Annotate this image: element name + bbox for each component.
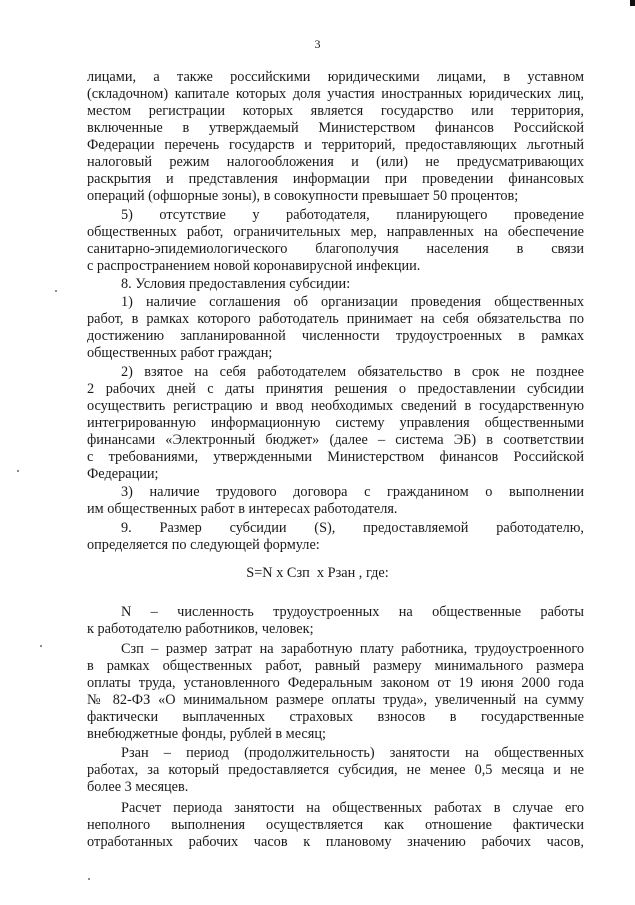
text-line: налоговый режим налогообложения и (или) не предусматривающих [87, 154, 584, 170]
text-line: местом регистрации которых является государство или территория, [87, 103, 584, 119]
text-line: № 82-ФЗ «О минимальном размере оплаты труда», увеличенный на сумму [87, 692, 584, 708]
text-line: N – численность трудоустроенных на общественные работы [121, 604, 584, 620]
text-line: Рзан – период (продолжительность) занятости на общественных [121, 745, 584, 761]
subsidy-formula: S=N x Сзп x Рзан , где: [246, 565, 389, 581]
section-heading: 9. Размер субсидии (S), предоставляемой работодателю, [121, 520, 584, 536]
scan-speck [17, 470, 19, 472]
text-line: 5) отсутствие у работодателя, планирующего проведение [121, 207, 584, 223]
text-line: 2) взятое на себя работодателем обязательство в срок не позднее [121, 364, 584, 380]
text-line: внебюджетные фонды, рублей в месяц; [87, 726, 326, 742]
text-line: финансами «Электронный бюджет» (далее – система ЭБ) в соответствии [87, 432, 584, 448]
text-line: 2 рабочих дней с даты принятия решения о предоставлении субсидии [87, 381, 584, 397]
text-line: Расчет периода занятости на общественных работах в случае его [121, 800, 584, 816]
text-line: интегрированную информационную систему управления общественными [87, 415, 584, 431]
text-line: неполного выполнения осуществляется как отношение фактически [87, 817, 584, 833]
text-line: к работодателю работников, человек; [87, 621, 314, 637]
text-line: отработанных рабочих часов к плановому значению рабочих часов, [87, 834, 584, 850]
text-line: достижению запланированной численности трудоустроенных в рамках [87, 328, 584, 344]
text-line: включенные в утверждаемый Министерством финансов Российской [87, 120, 584, 136]
text-line: более 3 месяцев. [87, 779, 189, 795]
text-line: определяется по следующей формуле: [87, 537, 320, 553]
text-line: работах, за который предоставляется субсидия, не менее 0,5 месяца и не [87, 762, 584, 778]
text-line: общественных работ, ограничительных мер, направленных на обеспечение [87, 224, 584, 240]
text-line: Сзп – размер затрат на заработную плату работника, трудоустроенного [121, 641, 584, 657]
text-line: осуществить регистрацию и ввод необходимых сведений в государственную [87, 398, 584, 414]
text-line: общественных работ граждан; [87, 345, 273, 361]
text-line: Федерации; [87, 466, 159, 482]
text-line: им общественных работ в интересах работодателя. [87, 501, 398, 517]
text-line: Федерации перечень государств и территорий, предоставляющих льготный [87, 137, 584, 153]
text-line: оплаты труда, установленного Федеральным законом от 19 июня 2000 года [87, 675, 584, 691]
text-line: 3) наличие трудового договора с гражданином о выполнении [121, 484, 584, 500]
text-line: 1) наличие соглашения об организации проведения общественных [121, 294, 584, 310]
text-line: раскрытия и представления информации при проведении финансовых [87, 171, 584, 187]
text-line: с требованиями, утвержденными Министерством финансов Российской [87, 449, 584, 465]
scan-corner-mark [630, 0, 635, 6]
text-line: операций (офшорные зоны), в совокупности превышает 50 процентов; [87, 188, 519, 204]
page-number: 3 [314, 37, 321, 51]
text-line: фактически выплаченных страховых взносов в государственные [87, 709, 584, 725]
scan-speck [88, 878, 90, 880]
text-line: (складочном) капитале которых доля участия иностранных юридических лиц, [87, 86, 584, 102]
text-line: работ, в рамках которого работодатель принимает на себя обязательства по [87, 311, 584, 327]
scan-speck [55, 290, 57, 292]
text-line: лицами, а также российскими юридическими лицами, в уставном [87, 69, 584, 85]
text-line: санитарно-эпидемиологического благополучия населения в связи [87, 241, 584, 257]
text-line: в рамках общественных работ, равный размеру минимального размера [87, 658, 584, 674]
text-line: с распространением новой коронавирусной инфекции. [87, 258, 421, 274]
scan-speck [40, 645, 42, 647]
section-heading: 8. Условия предоставления субсидии: [121, 276, 351, 292]
